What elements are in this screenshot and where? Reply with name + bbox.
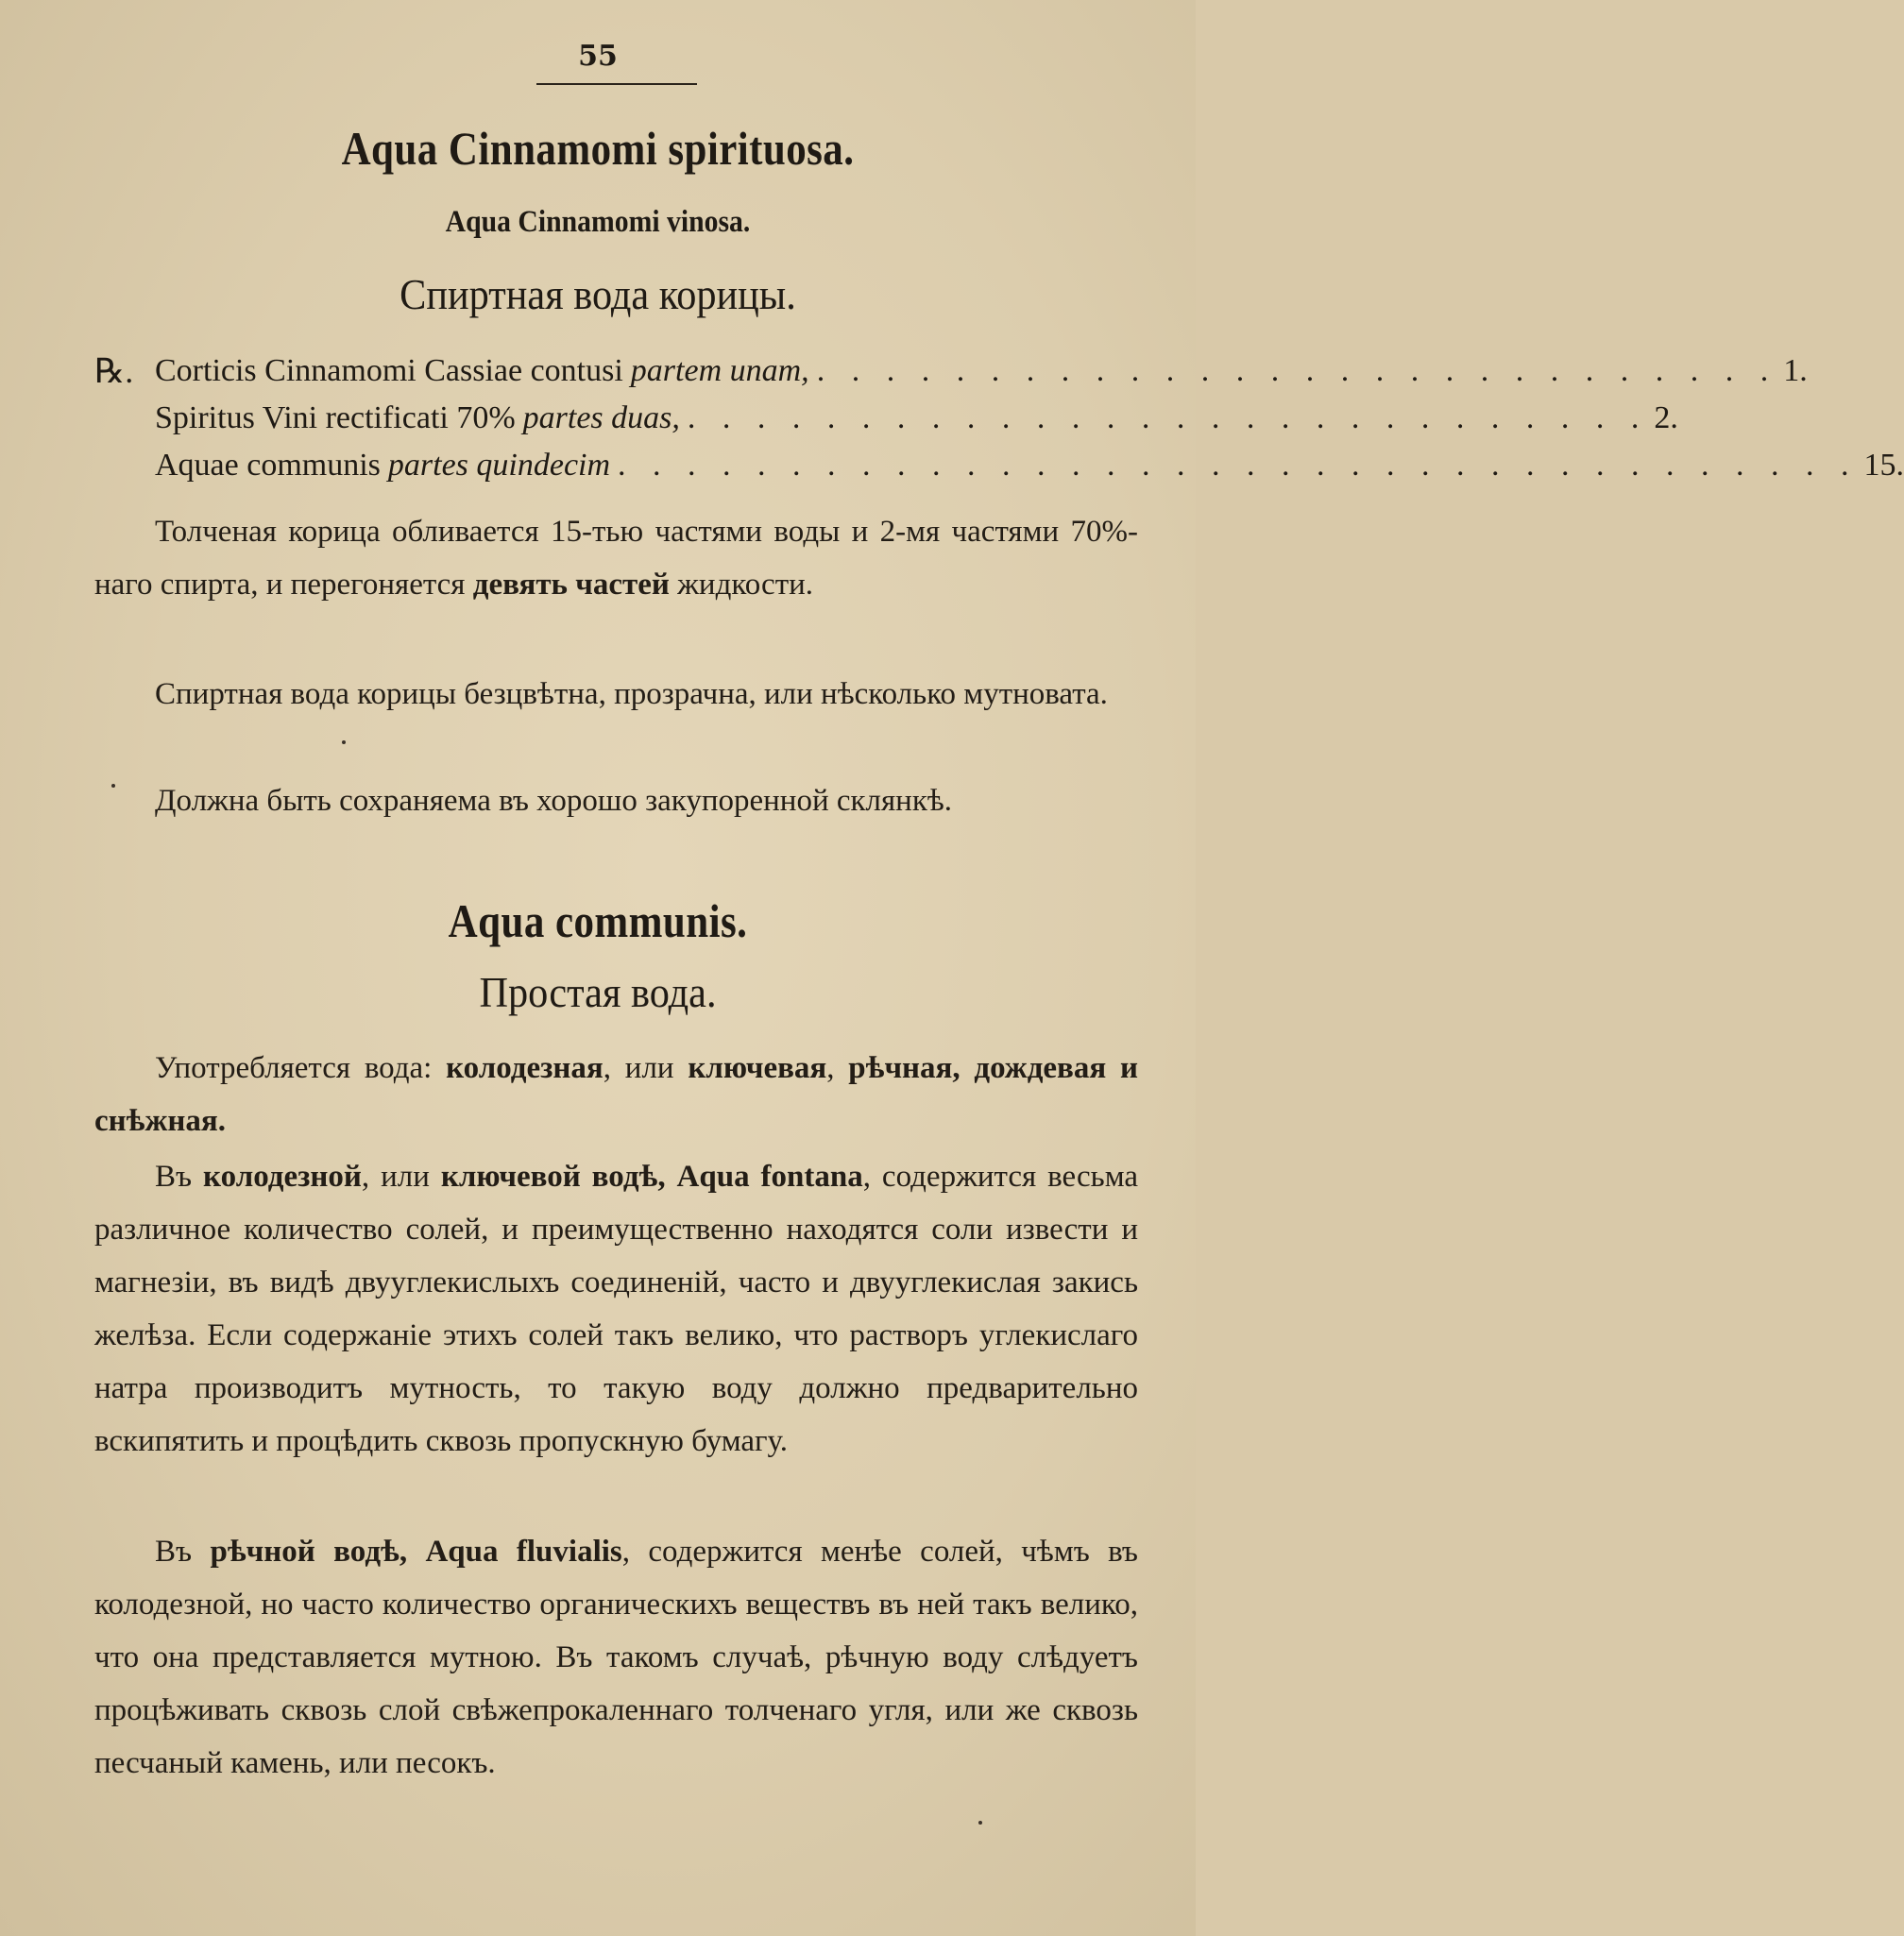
- recipe-symbol: ℞.: [94, 352, 134, 390]
- section-title-latin: Aqua Cinnamomi spirituosa.: [341, 122, 855, 175]
- paragraph-text: , или: [361, 1160, 441, 1194]
- ink-speck: [978, 1821, 982, 1825]
- paragraph-water-types: [94, 1042, 1138, 1147]
- section-title-russian: Спиртная вода корицы.: [400, 270, 796, 318]
- paragraph-emphasis: рѣчная, дождевая и снѣжная.: [94, 1051, 1139, 1138]
- paragraph-emphasis: колодезная: [446, 1051, 604, 1085]
- recipe-list: [94, 348, 1904, 489]
- recipe-quantity: partes quindecim: [387, 448, 611, 483]
- header-rule: [536, 83, 697, 85]
- leader-dots: . . . . . . . . . . . . . . . . . . . . . . . . . . . .: [687, 400, 1649, 435]
- recipe-ingredient: Spiritus Vini rectificati 70%: [155, 400, 516, 435]
- recipe-amount: 15.: [1863, 448, 1904, 483]
- section-title-russian: Простая вода.: [479, 968, 717, 1016]
- paragraph-emphasis: ключевой водѣ, Aqua fontana: [440, 1160, 863, 1194]
- paragraph-text: жидкости.: [669, 568, 814, 602]
- recipe-quantity: partem unam,: [630, 353, 809, 388]
- page-number: 55: [578, 40, 618, 73]
- paragraph-text: Въ: [155, 1160, 204, 1194]
- paragraph-text: , содержится менѣе солей, чѣмъ въ колодезной, но часто количество органическихъ веществъ въ ней такъ велико, что она представляется мутною. Въ такомъ случаѣ, рѣчную воду слѣдуетъ процѣживать сквозь слой свѣжепрокаленнаго толченаго угля, или же сквозь песчаный камень, или песокъ.: [94, 1535, 1138, 1780]
- paragraph-description: Спиртная вода корицы безцвѣтна, прозрачна, или нѣсколько мутновата.: [155, 677, 1108, 711]
- paragraph-text: Въ: [155, 1535, 211, 1569]
- paragraph-well-water: [94, 1150, 1138, 1468]
- recipe-amount: 2.: [1654, 400, 1678, 435]
- paragraph-emphasis: колодезной: [203, 1160, 362, 1194]
- ink-speck: [111, 784, 115, 788]
- paragraph-river-water: [94, 1525, 1138, 1790]
- leader-dots: . . . . . . . . . . . . . . . . . . . . . . . . . . . . . . . . . . . .: [618, 448, 1859, 483]
- paragraph-text: , или: [603, 1051, 688, 1085]
- recipe-row: [94, 348, 1808, 395]
- paragraph-text: Употребляется вода:: [155, 1051, 447, 1085]
- recipe-ingredient: Aquae communis: [155, 448, 381, 483]
- recipe-row: [94, 395, 1678, 442]
- paragraph-emphasis: девять частей: [472, 568, 670, 602]
- section-synonym-latin: Aqua Cinnamomi vinosa.: [445, 205, 751, 239]
- paragraph-storage: Должна быть сохраняема въ хорошо закупоренной склянкѣ.: [155, 784, 953, 818]
- paragraph-emphasis: рѣчной водѣ, Aqua fluvialis: [210, 1535, 622, 1569]
- paragraph-text: , содержится весьма различное количество солей, и преимущественно находятся соли извести и магнезіи, въ видѣ двууглекислыхъ соединеній, часто и двууглекислая закись желѣза. Если содержаніе этихъ солей такъ велико, что растворъ углекислаго натра производитъ мутность, то такую воду должно предварительно вскипятить и процѣдить сквозь пропускную бумагу.: [94, 1160, 1138, 1458]
- paragraph-emphasis: ключевая: [688, 1051, 827, 1085]
- paragraph-preparation: [94, 505, 1138, 611]
- leader-dots: . . . . . . . . . . . . . . . . . . . . . . . . . . . .: [816, 353, 1778, 388]
- recipe-quantity: partes duas,: [522, 400, 680, 435]
- recipe-amount: 1.: [1783, 353, 1808, 388]
- ink-speck: [342, 740, 346, 744]
- paragraph-text: Толченая корица обливается 15-тью частями воды и 2-мя частями 70%-наго спирта, и перегоняется: [94, 515, 1138, 602]
- paragraph-text: ,: [826, 1051, 849, 1085]
- recipe-row: [94, 442, 1904, 489]
- section-title-latin: Aqua communis.: [448, 894, 748, 947]
- recipe-ingredient: Corticis Cinnamomi Cassiae contusi: [155, 353, 623, 388]
